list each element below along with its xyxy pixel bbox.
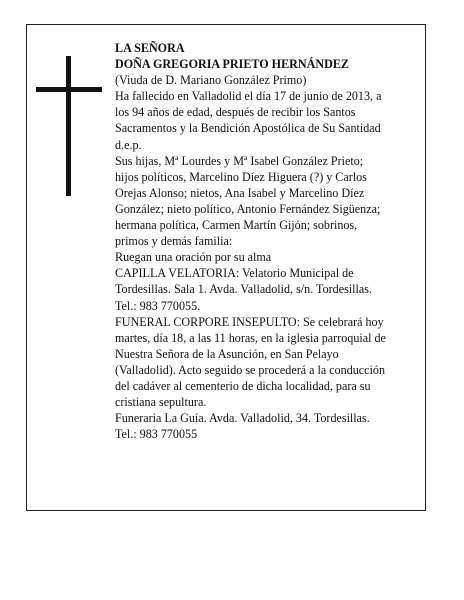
death-announcement-line-3: Sacramentos y la Bendición Apostólica de Su Santidad — [115, 121, 381, 136]
widow-of-line: (Viuda de D. Mariano González Primo) — [115, 73, 307, 88]
notice-heading: LA SEÑORA — [115, 41, 185, 55]
funeral-line-2: martes, día 18, a las 11 horas, en la iglesia parroquial de — [115, 330, 386, 345]
chapel-line-1: CAPILLA VELATORIA: Velatorio Municipal de — [115, 266, 354, 281]
family-line-2: hijos políticos, Marcelino Díez Higuera (?) y Carlos — [115, 169, 367, 184]
funeral-line-5: del cadáver al cementerio de dicha localidad, para su — [115, 378, 371, 393]
funeral-line-1: FUNERAL CORPORE INSEPULTO: Se celebrará hoy — [115, 314, 384, 329]
death-announcement-line-1: Ha fallecido en Valladolid el día 17 de junio de 2013, a — [115, 89, 382, 104]
obituary-text — [115, 40, 423, 442]
dep-line: d.e.p. — [115, 137, 142, 152]
deceased-name: DOÑA GREGORIA PRIETO HERNÁNDEZ — [115, 57, 349, 72]
funeral-home-line: Funeraria La Guía. Avda. Valladolid, 34. Tordesillas. — [115, 411, 370, 426]
funeral-line-4: (Valladolid). Acto seguido se procederá a la conducción — [115, 362, 385, 377]
family-line-6: primos y demás familia: — [115, 234, 233, 249]
funeral-line-6: cristiana sepultura. — [115, 395, 207, 410]
death-announcement-line-2: los 94 años de edad, después de recibir los Santos — [115, 105, 356, 120]
funeral-home-phone: Tel.: 983 770055 — [115, 427, 198, 442]
chapel-phone: Tel.: 983 770055. — [115, 298, 201, 313]
chapel-line-2: Tordesillas. Sala 1. Avda. Valladolid, s/n. Tordesillas. — [115, 282, 372, 297]
funeral-line-3: Nuestra Señora de la Asunción, en San Pelayo — [115, 346, 339, 361]
family-line-5: hermana política, Carmen Martín Gijón; sobrinos, — [115, 218, 358, 233]
cross-horizontal-bar — [36, 87, 102, 92]
family-line-3: Orejas Alonso; nietos, Ana Isabel y Marcelino Díez — [115, 185, 365, 200]
prayer-request: Ruegan una oración por su alma — [115, 250, 272, 265]
cross-icon — [36, 56, 102, 196]
family-line-1: Sus hijas, Mª Lourdes y Mª Isabel González Prieto; — [115, 153, 364, 168]
family-line-4: González; nieto político, Antonio Fernández Sigüenza; — [115, 201, 381, 216]
cross-vertical-bar — [66, 56, 71, 196]
